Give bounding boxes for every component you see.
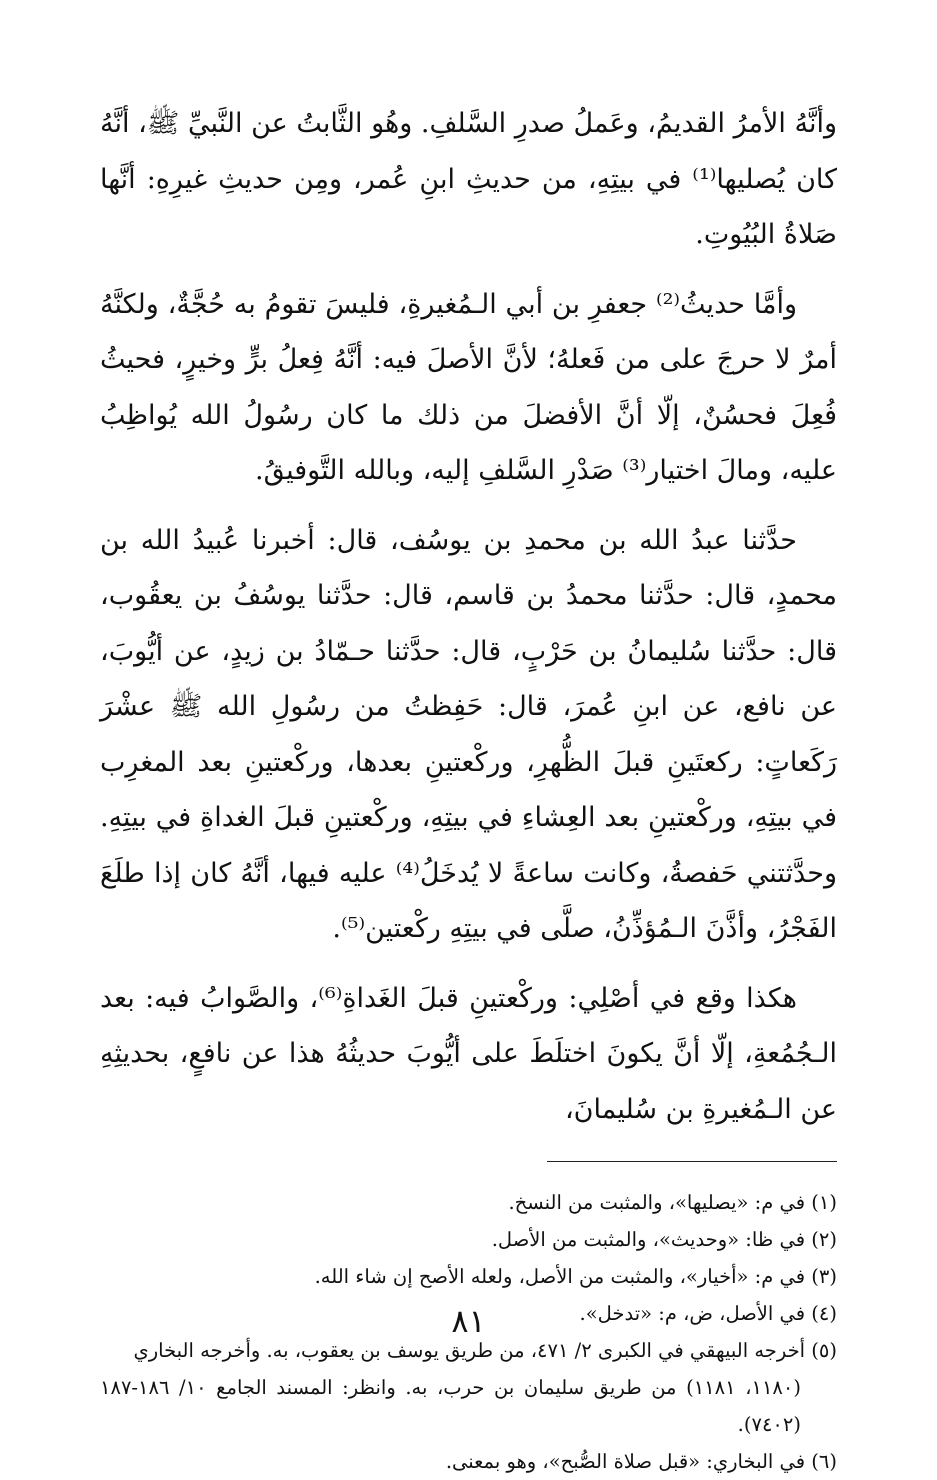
paragraph: وأنَّهُ الأمرُ القديمُ، وعَملُ صدرِ السَّلفِ. وهُو الثَّابتُ عن النَّبيِّ ﷺ، أنَّهُ كان يُصليها⁽¹⁾ في بيتِهِ، من حديثِ ابنِ عُمر، ومِن حديثِ غيرِهِ: أنَّها صَلاةُ البُيُوتِ. (100, 108, 837, 250)
footnote: (٥) أخرجه البيهقي في الكبرى ٢/ ٤٧١، من طريق يوسف بن يعقوب، به. وأخرجه البخاري (133, 1339, 837, 1362)
footnote: (٤) في الأصل، ض، م: «تدخل». (579, 1302, 837, 1325)
footnote: (١) في م: «يصليها»، والمثبت من النسخ. (508, 1191, 837, 1214)
footnote-continuation: (١١٨٠، ١١٨١) من طريق سليمان بن حرب، به. وانظر: المسند الجامع ١٠/ ١٨٦-١٨٧ (٧٤٠٢). (100, 1376, 801, 1436)
paragraph: حدَّثنا عبدُ الله بن محمدِ بن يوسُف، قال: أخبرنا عُبيدُ الله بن محمدٍ، قال: حدَّثنا محمدُ بن قاسم، قال: حدَّثنا يوسُفُ بن يعقُوب، قال: حدَّثنا سُليمانُ بن حَرْبٍ، قال: حدَّثنا حـمّادُ بن زيدٍ، عن أيُّوبَ، عن نافع، عن ابنِ عُمرَ، قال: حَفِظتُ من رسُولِ الله ﷺ عشْرَ رَكَعاتٍ: ركعتَينِ قبلَ الظُّهرِ، وركْعتينِ بعدها، وركْعتينِ بعد المغرِب في بيتِهِ، وركْعتينِ بعد العِشاءِ في بيتِهِ، وركْعتينِ قبلَ الغداةِ في بيتِهِ. وحدَّثتني حَفصةُ، وكانت ساعةً لا يُدخَلُ⁽⁴⁾ عليه فيها، أنَّهُ كان إذا طلَعَ الفَجْرُ، وأذَّنَ الـمُؤذِّنُ، صلَّى في بيتِهِ ركْعتين⁽⁵⁾. (100, 524, 837, 944)
footnote: (٦) في البخاري: «قبل صلاة الصُّبح»، وهو بمعنى. (445, 1450, 837, 1473)
page-number: ٨١ (451, 1302, 486, 1340)
main-text (100, 96, 837, 1137)
paragraph: هكذا وقع في أصْلِي: وركْعتينِ قبلَ الغَداةِ⁽⁶⁾، والصَّوابُ فيه: بعد الـجُمُعةِ، إلّا أنَّ يكونَ اختلَطَ على أيُّوبَ حديثُهُ هذا عن نافعٍ، بحديثِهِ عن الـمُغيرةِ بن سُليمانَ، (100, 982, 837, 1125)
footnote: (٢) في ظا: «وحديث»، والمثبت من الأصل. (491, 1228, 837, 1251)
footnote: (٣) في م: «أخيار»، والمثبت من الأصل، ولعله الأصح إن شاء الله. (314, 1265, 837, 1288)
paragraph: وأمَّا حديثُ⁽²⁾ جعفرِ بن أبي الـمُغيرةِ، فليسَ تقومُ به حُجَّةٌ، ولكنَّهُ أمرٌ لا حرجَ على من فَعلهُ؛ لأنَّ الأصلَ فيه: أنَّهُ فِعلُ برٍّ وخيرٍ، فحيثُ فُعِلَ فحسُنٌ، إلّا أنَّ الأفضلَ من ذلك ما كان رسُولُ الله يُواظِبُ عليه، ومالَ اختيار⁽³⁾ صَدْرِ السَّلفِ إليه، وبالله التَّوفيقُ. (100, 288, 837, 486)
footnote-separator (547, 1161, 837, 1162)
